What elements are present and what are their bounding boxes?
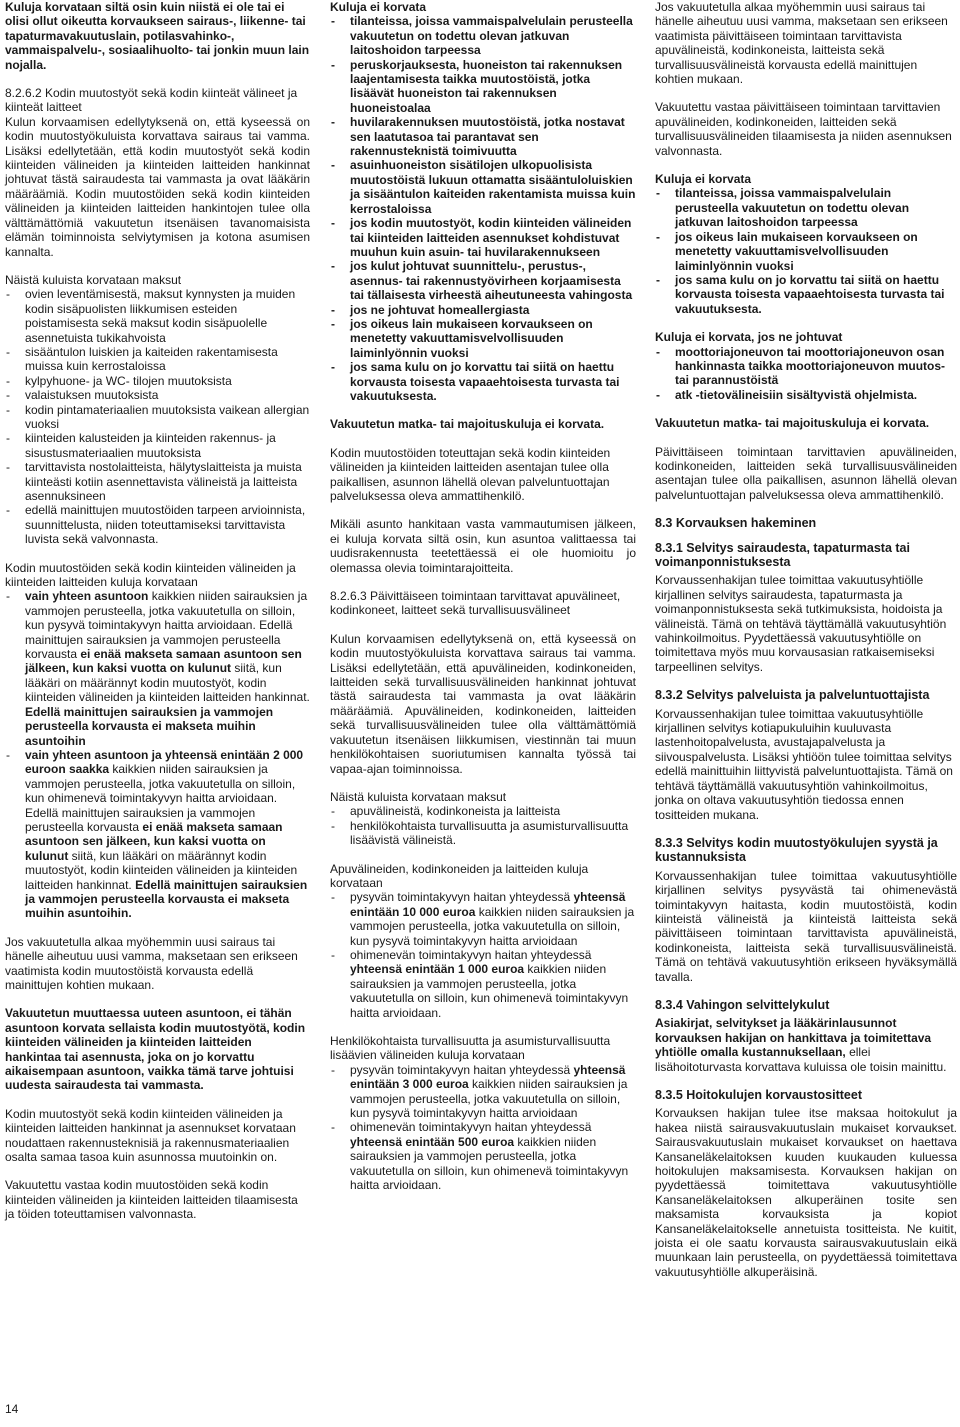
list-item: - jos kulut johtuvat suunnittelu-, perustus-, asennus- tai rakennustyövirheen korjaamisesta tai tällaisesta virheestä aiheutuneesta vahingosta [330,259,636,302]
bold-text: vain yhteen asuntoon [25,589,149,604]
text: pysyvän toimintakyvyn haitan yhteydessä [350,1062,574,1077]
limits-intro: Kodin muutostöiden sekä kodin kiinteiden välineiden ja kiinteiden laitteiden kuluja korvataan [5,560,296,590]
text: kaikkien niiden sairauksien ja vammojen perusteella, jotka vakuutetulla on silloin, kun pysyvä toimintakyvyn haitta arvioidaan [350,904,635,948]
section-heading-8-2-6-3: 8.2.6.3 Päivittäiseen toimintaan tarvittavat apuvälineet, kodinkoneet, laitteet sekä turvallisuusvälineet [330,589,621,618]
bold-text: ei enää makseta samaan asuntoon sen jälkeen, kun kaksi vuotta on kulunut [25,647,302,676]
section-body-8-2-6-2: Kulun korvaamisen edellytyksenä on, että kyseessä on kodin muutostyökuluista korvattava sairaus tai vamma. Lisäksi edellytetään, että kodin muutostyöt sekä kodin kiinteiden välineiden ja kiinteiden laitteiden hankinnat johtuvat tästä sairaudesta tai vammasta ja ovat lääkärin määräämiä. Kodin muutostöiden sekä kodin kiinteiden välineiden ja kiinteiden laitteiden hankintojen tulee olla välttämättömiä vakuutetun itsenäisen tavanomaisista elämän toiminnoista selviytymisen ja kotona asumisen kannalta. [5,114,310,259]
section-heading-8-3-1: 8.3.1 Selvitys sairaudesta, tapaturmasta tai voimanponnistuksesta [655,540,910,569]
column-right [655,0,957,1293]
costs-list [330,804,636,847]
list-item: - valaistuksen muutoksista [5,388,310,402]
text: pysyvän toimintakyvyn haitan yhteydessä [350,890,574,905]
list-item: - peruskorjauksesta, huoneiston tai rakennuksen laajentamisesta taikka muutostöistä, jotka lisäävät huoneiston tai rakennuksen huoneistoalaa [330,58,636,116]
list-item: - atk -tietovälineisiin sisältyvistä ohjelmista. [655,388,957,402]
text: kaikkien niiden sairauksien ja vammojen perusteella, jotka vakuutetulla on silloin, kun pysyvä toimintakyvyn haitta arvioidaan. Edellä mainittujen sairauksien ja vammojen perusteella korvausta [25,589,308,662]
section-body-8-3-2: Korvaussenhakijan tulee toimittaa vakuutusyhtiölle kirjallinen selvitys kotiapukuluihin kuuluvasta lastenhoitopalvelusta, avustajapalvelusta ja siivouspalvelusta. Lisäksi yhtiöön tulee toimittaa selvitys edellä mainittuihin liittyvistä palveluntuottajista. Tämä on tehtävä täyttämällä vakuutusyhtiön vahinkoilmoitus, jonka on oltava vakuutusyhtiön tiedossa ennen tositteiden mukana. [655,706,953,822]
list-item: - jos sama kulu on jo korvattu tai siitä on haettu korvausta toisesta vapaaehtoisesta turvasta tai vakuutuksesta. [655,273,957,316]
section-heading-8-2-6-2: 8.2.6.2 Kodin muutostyöt sekä kodin kiinteät välineet ja kiinteät laitteet [5,86,298,115]
list-item: - huvilarakennuksen muutostöistä, jotka nostavat sen laatutasoa tai parantavat sen rakennusteknistä toimivuutta [330,115,636,158]
travel-heading: Vakuutetun matka- tai majoituskuluja ei korvata. [330,417,605,432]
list-item: - tarvittavista nostolaitteista, hälytyslaitteista ja muista kiinteästi kotiin asennettavista välineistä ja laitteista asennuksineen [5,460,310,503]
list-item: - ovien leventämisestä, maksut kynnysten ja muiden kodin sisäpuolisten liikkumisen esteiden poistamisesta sekä maksut kodin sisäpuolelle asennetuista tukikahvoista [5,287,310,345]
aids-list [330,890,636,1020]
list-item: - asuinhuoneiston sisätilojen ulkopuolisista muutostöistä lukuun ottamatta sisääntuloluiskien ja sisääntulon kaiteiden rakentamista muissa kuin kerrostaloissa [330,158,636,216]
bold-text: yhteensä enintään 500 euroa [350,1134,515,1149]
not-covered-list [330,14,636,403]
column-middle [330,0,636,1206]
not-covered-list [655,186,957,316]
list-item: - moottoriajoneuvon tai moottoriajoneuvon osan hankinnasta taikka moottoriajoneuvon muutos- tai parannustöistä [655,345,957,388]
list-item: - henkilökohtaista turvallisuutta ja asumisturvallisuutta lisäävistä välineistä. [330,819,636,848]
section-heading-8-3-4: 8.3.4 Vahingon selvittelykulut [655,997,830,1012]
list-item: - edellä mainittujen muutostöiden tarpeen arvioinnista, suunnittelusta, niiden toteuttamiseksi tarvittavista luvista sekä valvonnasta. [5,503,310,546]
paragraph-new-illness: Jos vakuutetulla alkaa myöhemmin uusi sairaus tai hänelle aiheutuu uusi vamma, maksetaan sen erikseen vaatimista kodin muutostöistä korvausta edellä mainittujen kohtien mukaan. [5,934,298,992]
bold-text: yhteensä enintään 1 000 euroa [350,962,525,977]
section-body-8-3-3: Korvaussenhakijan tulee toimittaa vakuutusyhtiölle kirjallinen selvitys pysyvästä tai ohimenevästä toimintakyvyn haitasta, kodin muutostöistä, kodin kiinteistä välineistä ja kiinteistä laitteista sekä päivittäiseen toimintaan tarvittavista apuvälineistä, kodinkoneista, laitteista sekä turvallisuusvälineistä. Tämä on tehtävä vakuutusyhtiön erikseen hyväksymällä tavalla. [655,868,957,984]
costs-list [5,287,310,546]
not-if-list [655,345,957,403]
list-item: - tilanteissa, joissa vammaispalvelulain perusteella vakuutetun on todettu olevan jatkuvan laitoshoidon tarpeessa [330,14,636,57]
text: ohimenevän toimintakyvyn haitan yhteydessä [350,1120,592,1135]
list-item [330,948,636,1020]
costs-intro: Näistä kuluista korvataan maksut [5,272,182,287]
bold-text: yhteensä enintään 3 000 euroa [350,1062,626,1092]
list-item: - kiinteiden kalusteiden ja kiinteiden rakennus- ja sisustusmateriaalien muutoksista [5,431,310,460]
section-body-8-3-4 [655,1016,957,1074]
aids-intro: Apuvälineiden, kodinkoneiden ja laitteiden kuluja korvataan [330,861,589,890]
bold-text: Edellä mainittujen sairauksien ja vammojen perusteella korvausta ei makseta muihin asuntoihin [25,704,274,748]
intro-paragraph: Kuluja korvataan siltä osin kuin niistä ei ole tai ei olisi ollut oikeutta korvaukseen sairaus-, liikenne- tai tapaturmavakuutuslain, potilasvahinko-, vammaispalvelu-, sosiaalihuolto- tai jonkin muun lain nojalla. [5,0,310,72]
paragraph-moving: Vakuutetun muuttaessa uuteen asuntoon, ei tähän asuntoon korvata sellaista kodin muutostyötä, kodin kiinteiden välineiden ja kiinteiden laitteiden hankintaa tai asennusta, joka on jo korvattu aikaisempaan asuntoon, vaikka tämä tarve johtuisi uudesta sairaudesta tai vammasta. [5,1006,306,1093]
paragraph-costs-level: Kodin muutostyöt sekä kodin kiinteiden välineiden ja kiinteiden laitteiden hankinnat ja asennukset korvataan noudattaen rakennusteknisiä ja rakennusmateriaalien osalta samaa tasoa kuin asunnossa muutoinkin on. [5,1106,296,1165]
list-item [330,1120,636,1192]
bold-text: Edellä mainittujen sairauksien ja vammojen perusteella korvausta ei makseta muihin asuntoihin. [25,877,308,921]
not-covered-heading: Kuluja ei korvata [655,172,752,187]
bold-text: Asiakirjat, selvitykset ja lääkärinlausunnot korvauksen hakijan on hankittava ja toimitettava yhtiölle omalla kustannuksellaan, [655,1016,932,1060]
paragraph-purchase: Mikäli asunto hankitaan vasta vammautumisen jälkeen, ei kuluja korvata siltä osin, kun asuntoa valittaessa tai uudisrakennusta teetettäessä ei ole huomioitu jo olemassa olevia toimintarajoitteita. [330,517,636,575]
section-heading-8-3: 8.3 Korvauksen hakeminen [655,516,817,531]
paragraph-responsibility: Vakuutettu vastaa kodin muutostöiden sekä kodin kiinteiden välineiden ja kiinteiden laitteiden tilaamisesta ja töiden toteuttamisen valvonnasta. [5,1178,298,1222]
text: siitä, kun lääkäri on määrännyt kodin muutostyöt, kodin kiinteiden välineiden ja kiinteiden laitteiden hankinnat. [25,848,298,892]
costs-intro: Näistä kuluista korvataan maksut [330,789,507,804]
column-left [5,0,310,1236]
page-number: 14 [5,1402,19,1416]
list-item: - tilanteissa, joissa vammaispalvelulain perusteella vakuutetun on todettu olevan jatkuvan laitoshoidon tarpeessa [655,186,957,229]
paragraph-installer: Kodin muutostöiden toteuttajan sekä kodin kiinteiden välineiden ja kiinteiden laitteiden asentajan tulee olla paikallisen, asunnon lähellä olevan palveluntuottajan palveluksessa oleva ammattihenkilö. [330,445,611,503]
paragraph-installer: Päivittäiseen toimintaan tarvittavien apuvälineiden, kodinkoneiden, laitteiden sekä turvallisuusvälineiden asentajan tulee olla paikallisen, asunnon lähellä olevan palveluntuottajan palveluksessa oleva ammattihenkilö. [655,444,957,502]
list-item [5,748,310,921]
not-if-heading: Kuluja ei korvata, jos ne johtuvat [655,330,843,345]
list-item: - jos oikeus lain mukaiseen korvaukseen on menetetty vakuuttamisvelvollisuuden laiminlyönnin vuoksi [655,230,957,273]
text: kaikkien niiden sairauksien ja vammojen perusteella, jotka vakuutetulla on silloin, kun ohimenevä toimintakyvyn haitta arvioidaan. [350,1134,629,1193]
bold-text: ei enää makseta samaan asuntoon sen jälkeen, kun kaksi vuotta on kulunut [25,819,283,863]
bold-text: vain yhteen asuntoon ja yhteensä enintään 2 000 euroon saakka [25,747,304,777]
list-item: - jos ne johtuvat homeallergiasta [330,303,636,317]
travel-heading: Vakuutetun matka- tai majoituskuluja ei korvata. [655,416,930,431]
text: ohimenevän toimintakyvyn haitan yhteydessä [350,947,592,962]
section-heading-8-3-3: 8.3.3 Selvitys kodin muutostyökulujen syystä ja kustannuksista [655,835,938,865]
list-item [330,1063,636,1121]
section-body-8-2-6-3: Kulun korvaamisen edellytyksenä on, että kyseessä on kodin muutostyökuluista korvattava sairaus tai vamma. Lisäksi edellytetään, että apuvälineiden, kodinkoneiden, laitteiden sekä turvallisuusvälineiden hankinnat johtuvat tästä sairaudesta tai vammasta ja ovat lääkärin määräämiä. Apuvälineiden, kodinkoneiden, laitteiden sekä turvallisuusvälineiden tulee olla välttämättömiä vakuutetun itsenäisen liikkumisen, viestinnän tai muun henkilökohtaisen suoriutumisen kannalta työssä tai vapaa-ajan toiminnoissa. [330,631,636,776]
list-item: - sisääntulon luiskien ja kaiteiden rakentamisesta muissa kuin kerrostaloissa [5,345,310,374]
section-heading-8-3-2: 8.3.2 Selvitys palveluista ja palveluntuottajista [655,688,930,703]
not-covered-heading: Kuluja ei korvata [330,0,427,14]
safety-list [330,1063,636,1193]
text: kaikkien niiden sairauksien ja vammojen perusteella, jotka vakuutetulla on silloin, kun ohimenevä toimintakyvyn haitta arvioidaan. [350,962,629,1020]
paragraph-new-illness: Jos vakuutetulla alkaa myöhemmin uusi sairaus tai hänelle aiheutuu uusi vamma, maksetaan sen erikseen vaatimista päivittäiseen toimintaan tarvittavista apuvälineistä, kodinkoneista, laitteista sekä turvallisuusvälineistä korvausta edellä mainittujen kohtien mukaan. [655,0,948,87]
section-heading-8-3-5: 8.3.5 Hoitokulujen korvaustositteet [655,1088,862,1102]
paragraph-responsibility: Vakuutettu vastaa päivittäiseen toimintaan tarvittavien apuvälineiden, kodinkoneiden, laitteiden sekä turvallisuusvälineiden tilaamisesta ja niiden asennuksen valvonnasta. [655,100,952,158]
text: kaikkien niiden sairauksien ja vammojen perusteella, jotka vakuutetulla on silloin, kun pysyvä toimintakyvyn haitta arvioidaan [350,1077,628,1121]
section-body-8-3-1: Korvaussenhakijan tulee toimittaa vakuutusyhtiölle kirjallinen selvitys sairaudesta, tapaturmasta ja voimanponnistuksesta sekä tutkimuksista, hoidoista ja välineistä. Tämä on tehtävä täyttämällä vakuutusyhtiön vahinkoilmoitus. Pyydettäessä vakuutusyhtiölle on toimitettava myös muu korvausasian ratkaisemiseksi tarpeellinen selvitys. [655,573,947,674]
text: siitä, kun lääkäri on määrännyt kodin muutostyöt, kodin kiinteiden välineiden ja kiinteiden laitteiden hankinnat. [25,661,310,705]
list-item: - apuvälineistä, kodinkoneista ja laitteista [330,804,636,818]
limits-list [5,589,310,920]
list-item: - jos sama kulu on jo korvattu tai siitä on haettu korvausta toisesta vapaaehtoisesta turvasta tai vakuutuksesta. [330,360,636,403]
list-item: - kodin pintamateriaalien muutoksista vaikean allergian vuoksi [5,403,310,432]
text: kaikkien niiden sairauksien ja vammojen perusteella, jotka vakuutetulla on silloin, kun ohimenevä toimintakyvyn haitta arvioidaan. Edellä mainittujen sairauksien ja vammojen perusteella korvausta [25,762,296,834]
list-item: - jos kodin muutostyöt, kodin kiinteiden välineiden tai kiinteiden laitteiden asennukset kohdistuvat muuhun kuin asuin- tai huvilarakennukseen [330,216,636,259]
safety-intro: Henkilökohtaista turvallisuutta ja asumisturvallisuutta lisäävien välineiden kuluja korvataan [330,1034,611,1063]
text: ellei lisähoitoturvasta korvattava kuluissa ole toisin mainittu. [655,1045,947,1074]
section-body-8-3-5: Korvauksen hakijan tulee itse maksaa hoitokulut ja hakea niistä sairausvakuutuslain mukaiset korvaukset. Sairausvakuutuslain mukaiset korvaukset on haettava Kansaneläkelaitoksen kuuden kuukauden kuluessa hoitokulujen maksamisesta. Korvauksen hakijan on pyydettäessä toimitettava vakuutusyhtiölle Kansaneläkelaitoksen alkuperäinen tosite sen maksamista korvauksista ja kopiot Kansaneläkelaitokselle annetuista tositteista. Ne kuitit, joista ei ole saatu korvausta sairausvakuutuslain eikä muunkaan lain perusteella, on pyydettäessä toimitettava vakuutusyhtiölle alkuperäisinä. [655,1106,957,1279]
list-item: - kylpyhuone- ja WC- tilojen muutoksista [5,374,310,388]
list-item [330,890,636,948]
bold-text: yhteensä enintään 10 000 euroa [350,890,626,919]
list-item [5,589,310,747]
list-item: - jos oikeus lain mukaiseen korvaukseen on menetetty vakuuttamisvelvollisuuden laiminlyönnin vuoksi [330,317,636,360]
